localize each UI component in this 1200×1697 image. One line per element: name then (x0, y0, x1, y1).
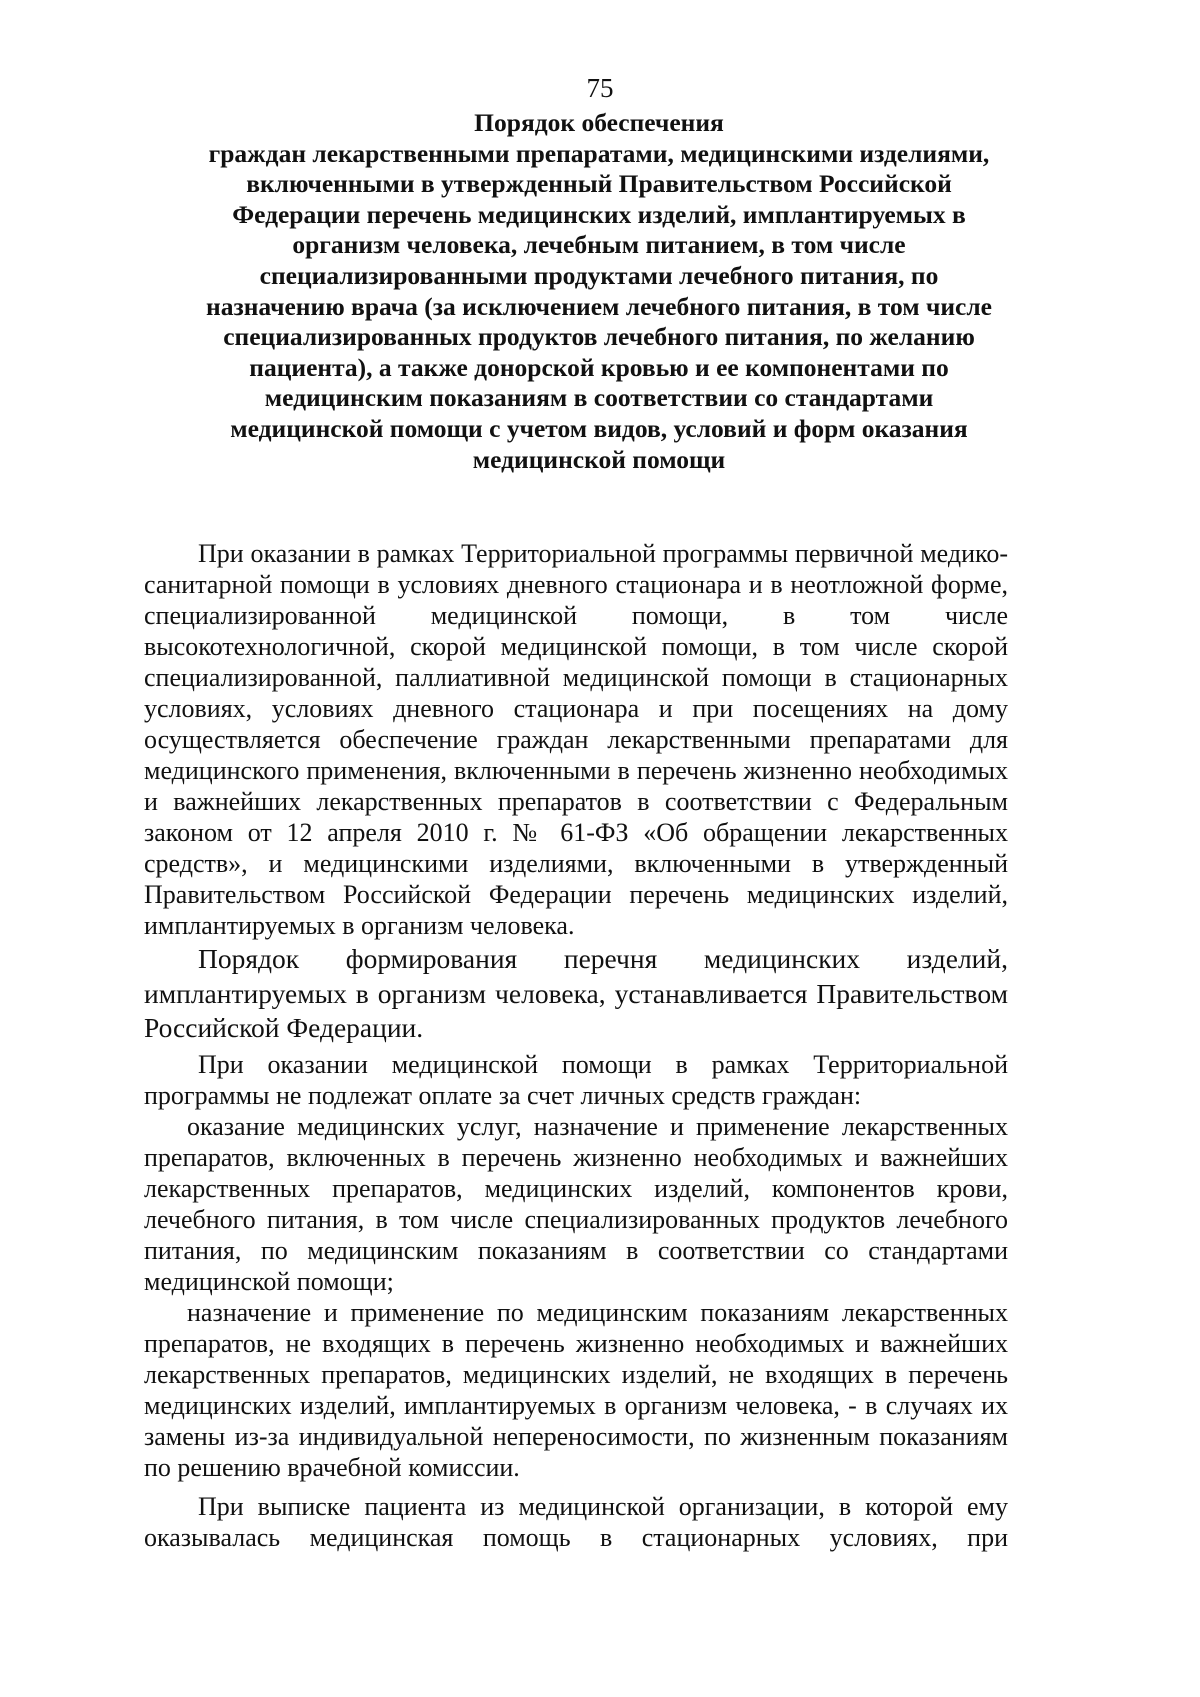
list-item-drugs-outside-list: назначение и применение по медицинским показаниям лекарственных препаратов, не входящих в перечень жизненно необходимых и важнейших лекарственных препаратов, медицинских изделий, не входящих в перечень медицинских изделий, имплантируемых в организм человека, - в случаях их замены из-за индивидуальной непереносимости, по жизненным показаниям по решению врачебной комиссии. (144, 1297, 1008, 1482)
paragraph-medicine-provision: При оказании в рамках Территориальной программы первичной медико-санитарной помощи в условиях дневного стационара и в неотложной форме, специализированной медицинской помощи, в том числе высокотехнологичной, скорой медицинской помощи, в том числе скорой специализированной, паллиативной медицинской помощи в стационарных условиях, условиях дневного стационара и при посещениях на дому осуществляется обеспечение граждан лекарственными препаратами для медицинского применения, включенными в перечень жизненно необходимых и важнейших лекарственных препаратов в соответствии с Федеральным законом от 12 апреля 2010 г. № 61-ФЗ «Об обращении лекарственных средств», и медицинскими изделиями, включенными в утвержденный Правительством Российской Федерации перечень медицинских изделий, имплантируемых в организм человека. (144, 539, 1008, 940)
title-line: назначению врача (за исключением лечебного питания, в том числе (206, 291, 992, 321)
page-number: 75 (586, 73, 614, 103)
title-line: специализированных продуктов лечебного питания, по желанию (223, 322, 975, 352)
paragraph-implant-list-order: Порядок формирования перечня медицинских изделий, имплантируемых в организм человека, устанавливается Правительством Российской Федерации. (144, 943, 1008, 1044)
document-body (144, 538, 1008, 1553)
list-item-services-and-drugs: оказание медицинских услуг, назначение и применение лекарственных препаратов, включенных в перечень жизненно необходимых и важнейших лекарственных препаратов, медицинских изделий, компонентов крови, лечебного питания, в том числе специализированных продуктов лечебного питания, по медицинским показаниям в соответствии со стандартами медицинской помощи; (144, 1111, 1008, 1296)
title-line: организм человека, лечебным питанием, в том числе (292, 230, 906, 260)
title-line: медицинским показаниям в соответствии со стандартами (264, 383, 934, 413)
title-line: включенными в утвержденный Правительством Российской (246, 169, 952, 199)
title-line: медицинской помощи (472, 444, 726, 474)
title-line: медицинской помощи с учетом видов, условий и форм оказания (230, 413, 968, 443)
title-line: пациента), а также донорской кровью и ее компонентами по (249, 352, 949, 382)
paragraph-not-payable-intro: При оказании медицинской помощи в рамках Территориальной программы не подлежат оплате за счет личных средств граждан: (144, 1049, 1008, 1110)
document-title (190, 108, 1008, 475)
paragraph-patient-discharge: При выписке пациента из медицинской организации, в которой ему оказывалась медицинская помощь в стационарных условиях, при (144, 1491, 1008, 1552)
title-line: специализированными продуктами лечебного питания, по (259, 260, 939, 290)
title-line: Федерации перечень медицинских изделий, имплантируемых в (232, 199, 966, 229)
title-line: Порядок обеспечения (474, 108, 724, 137)
title-line: граждан лекарственными препаратами, медицинскими изделиями, (208, 138, 990, 168)
